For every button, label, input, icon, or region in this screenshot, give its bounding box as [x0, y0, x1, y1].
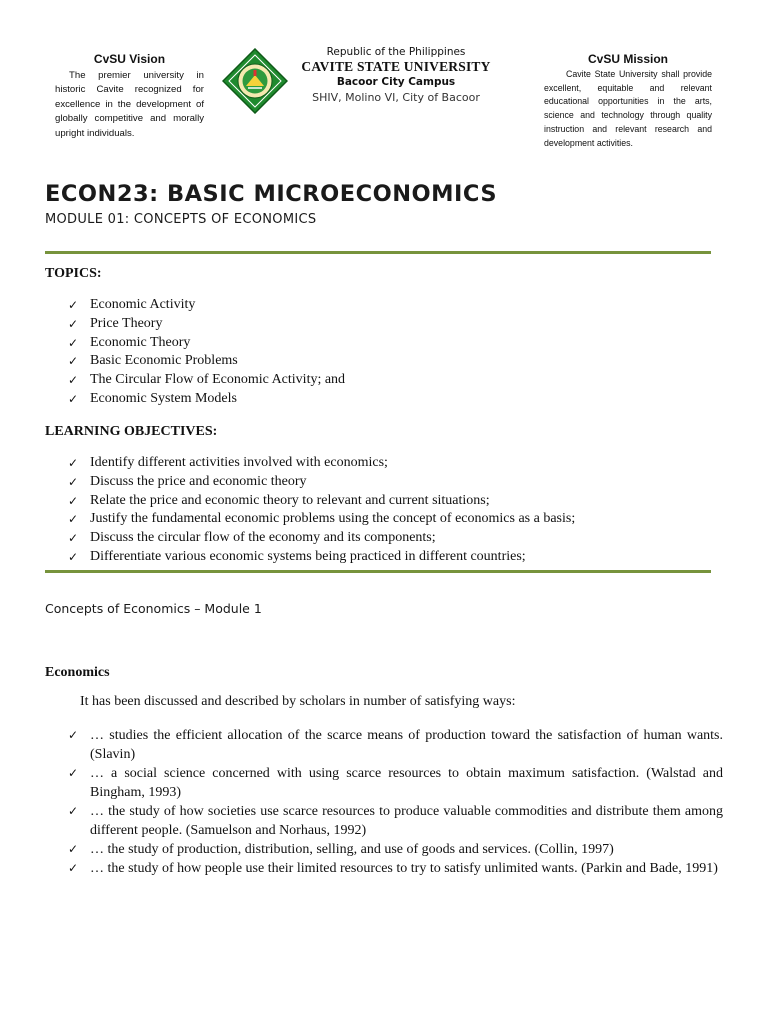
list-item: ✓ Discuss the circular flow of the economy and its components;: [68, 529, 575, 548]
checkmark-icon: ✓: [68, 298, 79, 312]
mission-title: CvSU Mission: [587, 52, 668, 66]
campus-name: Bacoor City Campus: [336, 76, 456, 88]
objectives-list: [68, 454, 575, 567]
checkmark-icon: ✓: [68, 728, 79, 742]
mission-block: [544, 52, 712, 150]
list-item: ✓ Price Theory: [68, 315, 345, 334]
university-name: CAVITE STATE UNIVERSITY: [301, 59, 491, 74]
list-item: ✓ Basic Economic Problems: [68, 352, 345, 371]
economics-intro: It has been discussed and described by scholars in number of satisfying ways:: [80, 694, 516, 709]
checkmark-icon: ✓: [68, 493, 79, 508]
topics-list: [68, 296, 345, 409]
list-item: ✓ … the study of production, distribution, selling, and use of goods and services. (Collin, 1997): [68, 842, 614, 857]
campus-address: SHIV, Molino VI, City of Bacoor: [312, 91, 480, 104]
section-divider: [45, 251, 711, 254]
list-item: ✓ The Circular Flow of Economic Activity; and: [68, 371, 345, 390]
university-seal-icon: [222, 48, 288, 114]
list-item: ✓ Discuss the price and economic theory: [68, 473, 575, 492]
checkmark-icon: ✓: [68, 391, 79, 406]
topics-heading: TOPICS:: [45, 266, 102, 281]
checkmark-icon: ✓: [68, 354, 79, 369]
checkmark-icon: ✓: [68, 316, 79, 331]
republic-label: Republic of the Philippines: [326, 46, 466, 58]
vision-block: [55, 52, 204, 141]
objectives-heading: LEARNING OBJECTIVES:: [45, 424, 218, 439]
list-item: ✓ … the study of how societies use scarce resources to produce valuable commodities and distribute them among different people. (Samuelson and Norhaus, 1992): [68, 804, 723, 838]
list-item: ✓ Economic Theory: [68, 334, 345, 353]
vision-title: CvSU Vision: [93, 52, 166, 66]
checkmark-icon: ✓: [68, 842, 79, 856]
list-item: ✓ Justify the fundamental economic problems using the concept of economics as a basis;: [68, 510, 575, 529]
list-item: ✓ Identify different activities involved with economics;: [68, 454, 575, 473]
checkmark-icon: ✓: [68, 861, 79, 875]
list-item: ✓ Economic Activity: [68, 296, 345, 315]
module-section-label: Concepts of Economics – Module 1: [45, 601, 262, 616]
checkmark-icon: ✓: [68, 474, 79, 489]
list-item: ✓ … a social science concerned with using scarce resources to obtain maximum satisfaction. (Walstad and Bingham, 1993): [68, 766, 723, 800]
list-item: ✓ … studies the efficient allocation of the scarce means of production toward the satisfaction of human wants. (Slavin): [68, 728, 723, 762]
economics-heading: Economics: [45, 665, 110, 680]
checkmark-icon: ✓: [68, 804, 79, 818]
definitions-list: [68, 726, 723, 878]
checkmark-icon: ✓: [68, 512, 79, 527]
course-title: ECON23: BASIC MICROECONOMICS: [45, 181, 498, 207]
mission-text: Cavite State University shall provide excellent, equitable and relevant educational opportunities in the arts, science and technology through quality instruction and relevant research and development activities.: [544, 69, 712, 148]
module-title: MODULE 01: CONCEPTS OF ECONOMICS: [45, 212, 317, 227]
list-item: ✓ … the study of how people use their limited resources to try to satisfy unlimited wants. (Parkin and Bade, 1991): [68, 861, 718, 876]
university-header: [300, 46, 492, 105]
section-divider: [45, 570, 711, 573]
list-item: ✓ Economic System Models: [68, 390, 345, 409]
checkmark-icon: ✓: [68, 456, 79, 470]
checkmark-icon: ✓: [68, 549, 79, 564]
vision-text: The premier university in historic Cavite recognized for excellence in the development of globally competitive and morally upright individuals.: [55, 70, 204, 139]
checkmark-icon: ✓: [68, 766, 79, 780]
list-item: ✓ Differentiate various economic systems being practiced in different countries;: [68, 548, 575, 567]
checkmark-icon: ✓: [68, 531, 79, 546]
list-item: ✓ Relate the price and economic theory to relevant and current situations;: [68, 492, 575, 511]
checkmark-icon: ✓: [68, 335, 79, 350]
checkmark-icon: ✓: [68, 373, 79, 388]
